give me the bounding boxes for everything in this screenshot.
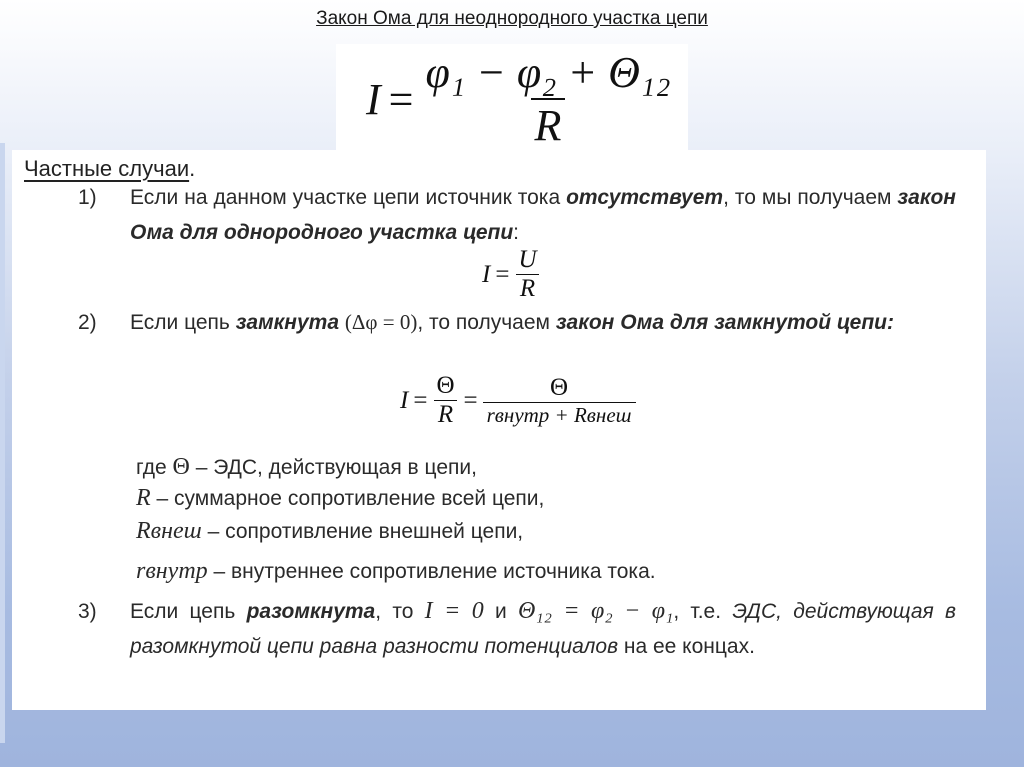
legend-internal: rвнутр – внутреннее сопротивление источника тока. bbox=[136, 558, 656, 584]
case-2: 2) Если цепь замкнута (Δφ = 0), то получаем закон Ома для замкнутой цепи: bbox=[84, 305, 956, 340]
main-numerator: φ₁ − φ₂ + Θ₁₂ bbox=[425, 48, 671, 97]
formula-case-2: I = $\frac{\Theta}{R}$ = $\frac{\Theta}{\text{rвнутр + Rвнеш}}$ bbox=[400, 372, 636, 429]
slide-title: Закон Ома для неоднородного участка цепи bbox=[316, 8, 708, 29]
case-3-number: 3) bbox=[78, 600, 97, 623]
content-panel bbox=[12, 150, 986, 710]
formula-case-1: I = $\frac{U}{R}$ bbox=[482, 246, 541, 303]
left-accent-bar bbox=[0, 143, 5, 743]
formula-lhs: I bbox=[366, 74, 381, 124]
legend-resistance: R – суммарное сопротивление всей цепи, bbox=[136, 485, 545, 511]
case-1-number: 1) bbox=[78, 186, 97, 209]
case-2-number: 2) bbox=[78, 311, 97, 334]
main-denominator: R bbox=[531, 98, 566, 151]
case-1: 1) Если на данном участке цепи источник тока отсутствует, то мы получаем закон Ома для однородного участка цепи: bbox=[84, 180, 956, 250]
section-heading: Частные случаи. bbox=[24, 156, 196, 181]
legend-external: Rвнеш – сопротивление внешней цепи, bbox=[136, 518, 524, 544]
main-formula: I = $\frac{\text{φ₁ − φ₂ + Θ₁₂}}{R}$ bbox=[336, 44, 688, 154]
main-fraction bbox=[421, 47, 674, 151]
case-3: 3) Если цепь разомкнута, то I = 0 и Θ₁₂ = φ₂ − φ₁, т.е. ЭДС, действующая в разомкнутой цепи равна разности потенциалов на ее концах. bbox=[84, 594, 956, 664]
legend-emf: где Θ – ЭДС, действующая в цепи, bbox=[136, 454, 477, 480]
